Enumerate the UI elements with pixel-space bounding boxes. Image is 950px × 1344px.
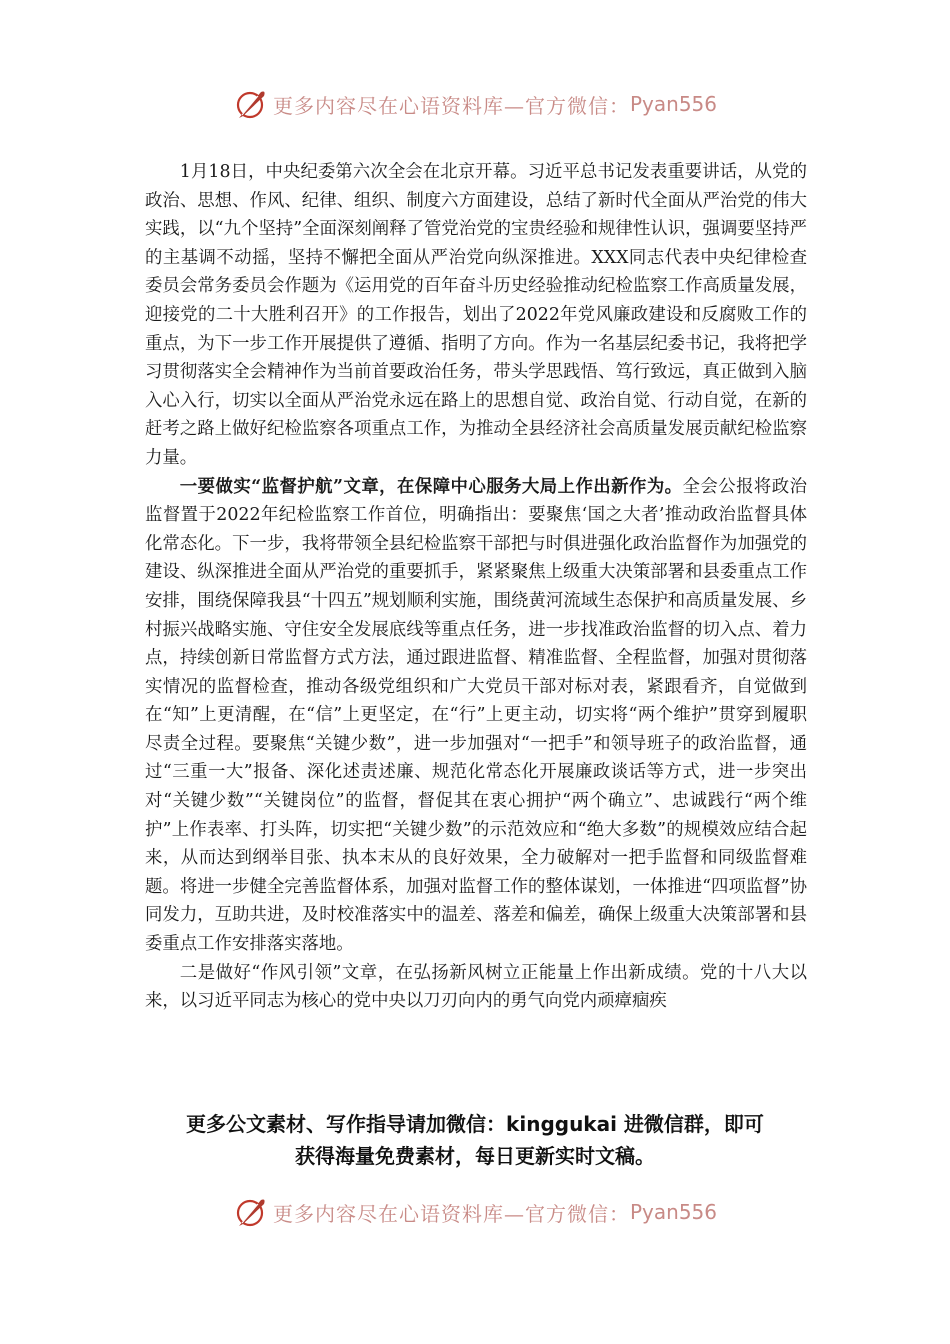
header-banner	[0, 84, 950, 124]
promo-line-2: 获得海量免费素材，每日更新实时文稿。	[295, 1144, 655, 1168]
paragraph-2-text: 全会公报将政治监督置于2022年纪检监察工作首位，明确指出：要聚焦‘国之大者’推动政治监督具体化常态化。下一步，我将带领全县纪检监察干部把与时俱进强化政治监督作为加强党的建设、纵深推进全面从严治党的重要抓手，紧紧聚焦上级重大决策部署和县委重点工作安排，围绕保障我县“十四五”规划顺利实施，围绕黄河流域生态保护和高质量发展、乡村振兴战略实施、守住安全发展底线等重点任务，进一步找准政治监督的切入点、着力点，持续创新日常监督方式方法，通过跟进监督、精准监督、全程监督，加强对贯彻落实情况的监督检查，推动各级党组织和广大党员干部对标对表，紧跟看齐，自觉做到在“知”上更清醒，在“信”上更坚定，在“行”上更主动，切实将“两个维护”贯穿到履职尽责全过程。要聚焦“关键少数”，进一步加强对“一把手”和领导班子的政治监督，通过“三重一大”报备、深化述责述廉、规范化常态化开展廉政谈话等方式，进一步突出对“关键少数”“关键岗位”的监督，督促其在衷心拥护“两个确立”、忠诚践行“两个维护”上作表率、打头阵，切实把“关键少数”的示范效应和“绝大多数”的规模效应结合起来，从而达到纲举目张、执本末从的良好效果，全力破解对一把手监督和同级监督难题。将进一步健全完善监督体系，加强对监督工作的整体谋划，一体推进“四项监督”协同发力，互助共进，及时校准落实中的温差、落差和偏差，确保上级重大决策部署和县委重点工作安排落实落地。	[145, 476, 807, 955]
paragraph-3	[145, 959, 807, 1016]
promo-notice	[0, 1108, 950, 1172]
promo-line-1: 更多公文素材、写作指导请加微信：kinggukai 进微信群，即可	[186, 1112, 764, 1136]
header-banner-text: 更多内容尽在心语资料库—官方微信：	[272, 93, 630, 118]
paragraph-2	[145, 473, 807, 959]
paragraph-1-text: 1月18日，中央纪委第六次全会在北京开幕。习近平总书记发表重要讲话，从党的政治、思想、作风、纪律、组织、制度六方面建设，总结了新时代全面从严治党的伟大实践，以“九个坚持”全面深刻阐释了管党治党的宝贵经验和规律性认识，强调要坚持严的主基调不动摇，坚持不懈把全面从严治党向纵深推进。XXX同志代表中央纪律检查委员会常务委员会作题为《运用党的百年奋斗历史经验推动纪检监察工作高质量发展，迎接党的二十大胜利召开》的工作报告，划出了2022年党风廉政建设和反腐败工作的重点，为下一步工作开展提供了遵循、指明了方向。作为一名基层纪委书记，我将把学习贯彻落实全会精神作为当前首要政治任务，带头学思践悟、笃行致远，真正做到入脑入心入行，切实以全面从严治党永远在路上的思想自觉、政治自觉、行动自觉，在新的赶考之路上做好纪检监察各项重点工作，为推动全县经济社会高质量发展贡献纪检监察力量。	[145, 162, 807, 468]
footer-banner-text: 更多内容尽在心语资料库—官方微信：	[272, 1201, 630, 1226]
quill-pen-circle-logo-icon	[233, 86, 269, 122]
paragraph-3-text: 二是做好“作风引领”文章，在弘扬新风树立正能量上作出新成绩。党的十八大以来，以习近平同志为核心的党中央以刀刃向内的勇气向党内顽瘴痼疾	[145, 962, 807, 1012]
footer-banner	[0, 1192, 950, 1232]
header-banner-id: Pyan556	[629, 92, 717, 116]
paragraph-2-lead: 一要做实“监督护航”文章，在保障中心服务大局上作出新作为。	[179, 476, 683, 497]
article-body	[145, 158, 807, 1016]
quill-pen-circle-logo-icon	[233, 1194, 269, 1230]
footer-banner-id: Pyan556	[629, 1200, 717, 1224]
paragraph-1	[145, 158, 807, 473]
